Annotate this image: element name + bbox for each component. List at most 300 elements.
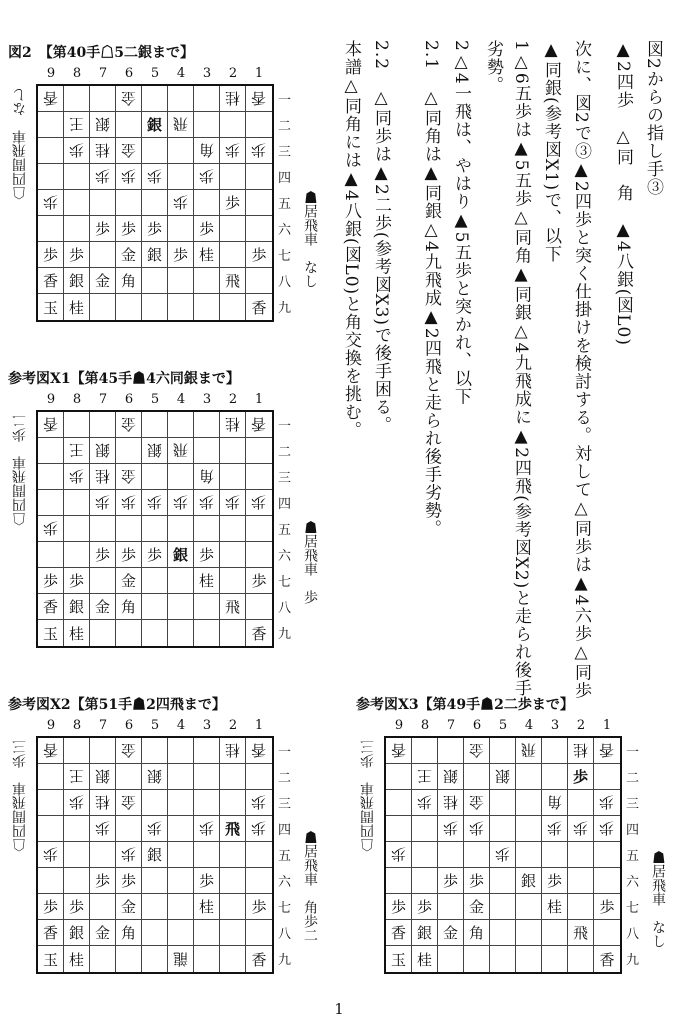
sente-piece: 歩 [42,572,58,590]
board-cell [194,868,220,894]
board-cell [38,190,64,216]
board-cell [438,842,464,868]
gote-piece: 歩 [468,819,484,837]
board-cell [490,946,516,972]
gote-piece: 飛 [172,441,188,459]
row-label: 九 [278,301,292,316]
sente-info [300,190,320,288]
board-cell [168,816,194,842]
board-cell [194,190,220,216]
board-cell [246,464,272,490]
board-cell [64,594,90,620]
board-cell [386,842,412,868]
board-cell [594,816,620,842]
gote-piece: 歩 [251,793,267,811]
board-cell [464,816,490,842]
board-cell [246,620,272,646]
board-cell [220,294,246,320]
gote-piece: 飛 [172,115,188,133]
board-cell [168,920,194,946]
sente-piece: 香 [599,950,615,969]
row-label: 一 [278,419,292,434]
gote-piece: 歩 [224,493,240,511]
sente-piece: 玉 [42,624,58,643]
sente-piece: 歩 [251,898,267,916]
board-cell [38,568,64,594]
sente-piece: 角 [468,924,484,942]
board-cell [90,164,116,190]
shogi-board [36,736,274,974]
board-cell [194,438,220,464]
gote-piece: 銀 [94,767,110,785]
sente-piece: 桂 [198,572,214,590]
gote-piece: 歩 [94,493,110,511]
gote-piece: 歩 [198,167,214,185]
board-cell [464,842,490,868]
row-label: 八 [278,601,292,616]
board-cell [168,294,194,320]
board-cell [594,868,620,894]
board-cell [116,842,142,868]
board-cell [438,816,464,842]
column-label: 3 [550,718,560,733]
board-cell [90,86,116,112]
board-cell [168,594,194,620]
gote-piece: 香 [42,741,58,759]
row-label: 一 [278,93,292,108]
board-cell [220,764,246,790]
row-label: 五 [626,849,640,864]
board-cell [38,138,64,164]
commentary-line: 本譜△同角には▲4八銀(図L0)と角交換を挑む。 [341,40,361,440]
board-cell [64,138,90,164]
board-cell [90,790,116,816]
row-label: 六 [278,875,292,890]
board-cell [90,764,116,790]
gote-info [358,740,378,852]
board-cell [246,920,272,946]
sente-piece: 銀 [146,846,162,864]
board-cell [194,568,220,594]
board-cell [38,294,64,320]
board-cell [246,138,272,164]
gote-hand: 歩三 [360,740,376,768]
board-cell [194,594,220,620]
board-cell [168,516,194,542]
sente-piece: 桂 [68,950,84,969]
sente-piece: 歩 [390,898,406,916]
board-cell [142,620,168,646]
row-label: 二 [626,771,640,786]
board-cell [594,842,620,868]
board-cell [246,164,272,190]
sente-hand: 歩 [302,590,318,604]
gote-piece: 香 [251,741,267,759]
board-cell [194,816,220,842]
row-label: 八 [278,927,292,942]
gote-piece: 龍 [172,949,188,968]
row-label: 四 [278,497,292,512]
board-cell [116,138,142,164]
gote-hand: 歩二 [12,414,28,442]
board-cell [246,842,272,868]
board-cell [490,894,516,920]
commentary-line: ▲同銀(参考図X1)で、以下 [541,40,561,264]
gote-piece: 歩 [68,141,84,159]
board-cell [594,946,620,972]
board-cell [90,816,116,842]
board-cell [116,490,142,516]
row-labels [278,740,291,974]
board-cell [64,242,90,268]
sente-piece: 香 [251,298,267,317]
column-label: 7 [98,392,108,407]
board-cell [64,868,90,894]
gote-piece: 歩 [94,819,110,837]
diagram-title: 参考図X1【第45手☗4六同銀まで】 [8,371,240,387]
board-cell [246,516,272,542]
board-cell [568,790,594,816]
gote-piece: 香 [599,741,615,759]
board-cell [194,112,220,138]
board-cell [194,842,220,868]
board-cell [194,790,220,816]
board-cell [386,946,412,972]
board-cell [142,412,168,438]
column-label: 9 [46,718,56,733]
row-label: 六 [626,875,640,890]
last-move-piece: 歩 [572,768,588,786]
board-cell [64,842,90,868]
gote-piece: 金 [468,793,484,811]
board-cell [490,842,516,868]
board-cell [142,842,168,868]
column-label: 2 [228,718,238,733]
board-cell [64,816,90,842]
board-cell [194,216,220,242]
board-cell [246,764,272,790]
sente-piece: 玉 [42,298,58,317]
gote-piece: 香 [390,741,406,759]
board-cell [64,412,90,438]
column-label: 3 [202,392,212,407]
sente-piece: 歩 [251,572,267,590]
board-cell [116,242,142,268]
sente-info [648,850,668,948]
gote-piece: 歩 [120,167,136,185]
gote-piece: 歩 [416,793,432,811]
column-labels [38,66,272,81]
gote-piece: 金 [120,793,136,811]
board-cell [38,920,64,946]
gote-piece: 歩 [68,793,84,811]
board-cell [246,490,272,516]
gote-piece: 歩 [198,819,214,837]
board-cell [542,946,568,972]
page-number: 1 [334,1000,344,1018]
board-cell [516,842,542,868]
board-cell [412,790,438,816]
board-cell [168,138,194,164]
sente-name: ☗居飛車 [302,520,318,576]
gote-piece: 歩 [494,845,510,863]
board-cell [220,790,246,816]
board-cell [64,738,90,764]
board-cell [142,894,168,920]
board-cell [246,894,272,920]
gote-piece: 歩 [572,819,588,837]
gote-name: ☖四間飛車 [12,782,28,852]
sente-piece: 玉 [390,950,406,969]
board-cell [464,920,490,946]
sente-piece: 香 [42,598,58,616]
sente-piece: 香 [42,272,58,290]
sente-piece: 金 [94,272,110,290]
gote-piece: 王 [416,767,432,785]
board-cell [90,842,116,868]
board-cell [386,920,412,946]
row-label: 七 [278,901,292,916]
column-label: 6 [124,718,134,733]
board-cell [568,868,594,894]
board-cell [38,242,64,268]
board-cell [516,946,542,972]
board-cell [64,490,90,516]
board-cell [438,894,464,920]
sente-piece: 歩 [68,572,84,590]
board-cell [542,764,568,790]
board-cell [542,868,568,894]
gote-piece: 歩 [251,141,267,159]
gote-piece: 香 [251,89,267,107]
board-cell [220,920,246,946]
column-label: 8 [420,718,430,733]
board-cell [412,842,438,868]
sente-piece: 歩 [94,220,110,238]
gote-piece: 香 [251,415,267,433]
gote-piece: 角 [198,467,214,485]
board-cell [386,868,412,894]
board-cell [516,790,542,816]
sente-piece: 桂 [198,246,214,264]
column-label: 5 [150,66,160,81]
gote-piece: 歩 [172,193,188,211]
board-cell [220,738,246,764]
board-cell [168,464,194,490]
board-cell [246,86,272,112]
gote-info [10,414,30,526]
board-cell [168,568,194,594]
sente-piece: 角 [120,924,136,942]
gote-piece: 歩 [390,845,406,863]
board-cell [464,868,490,894]
board-cell [412,738,438,764]
sente-piece: 歩 [120,546,136,564]
sente-piece: 歩 [42,898,58,916]
column-label: 6 [472,718,482,733]
board-cell [64,542,90,568]
gote-piece: 銀 [442,767,458,785]
gote-piece: 歩 [120,493,136,511]
shogi-board [384,736,622,974]
board-cell [246,242,272,268]
board-cell [194,542,220,568]
row-label: 二 [278,771,292,786]
board-cell [116,294,142,320]
board-cell [90,242,116,268]
board-cell [142,216,168,242]
board-cell [64,86,90,112]
board-cell [194,464,220,490]
last-move-piece: 銀 [146,116,162,134]
board-cell [116,86,142,112]
gote-piece: 歩 [68,467,84,485]
board-cell [38,738,64,764]
board-cell [38,464,64,490]
board-cell [464,894,490,920]
board-cell [142,542,168,568]
board-cell [142,164,168,190]
board-cell [246,868,272,894]
board-cell [90,620,116,646]
board-cell [90,190,116,216]
sente-piece: 歩 [146,220,162,238]
shogi-board [36,410,274,648]
board-cell [90,294,116,320]
board-cell [194,738,220,764]
board-cell [168,790,194,816]
board-cell [220,190,246,216]
board-cell [64,568,90,594]
column-label: 4 [176,392,186,407]
last-move-piece: 銀 [172,546,188,564]
commentary-line: 図2からの指し手③ [643,40,663,196]
sente-piece: 銀 [520,872,536,890]
board-cell [142,920,168,946]
sente-piece: 玉 [42,950,58,969]
column-label: 2 [228,392,238,407]
sente-piece: 金 [94,924,110,942]
board-cell [246,190,272,216]
board-cell [142,816,168,842]
board-cell [168,842,194,868]
board-cell [38,842,64,868]
gote-piece: 金 [120,741,136,759]
gote-piece: 歩 [172,493,188,511]
board-cell [142,568,168,594]
board-cell [220,868,246,894]
board-cell [90,138,116,164]
board-cell [220,112,246,138]
board-cell [116,568,142,594]
board-cell [90,868,116,894]
gote-piece: 銀 [94,441,110,459]
board-cell [64,464,90,490]
board-cell [220,268,246,294]
board-cell [116,738,142,764]
gote-piece: 歩 [120,845,136,863]
sente-piece: 歩 [42,246,58,264]
gote-piece: 金 [120,467,136,485]
board-cell [516,894,542,920]
board-cell [438,790,464,816]
column-label: 6 [124,392,134,407]
sente-piece: 角 [120,272,136,290]
board-cell [64,294,90,320]
sente-piece: 金 [468,898,484,916]
column-label: 3 [202,66,212,81]
board-cell [64,190,90,216]
board-cell [116,920,142,946]
column-label: 1 [254,718,264,733]
gote-piece: 桂 [94,141,110,159]
board-cell [168,542,194,568]
board-cell [38,112,64,138]
board-cell [220,464,246,490]
row-label: 八 [278,275,292,290]
sente-hand: 角歩二 [302,900,318,942]
board-cell [386,764,412,790]
board-cell [116,946,142,972]
board-cell [412,894,438,920]
sente-piece: 歩 [224,194,240,212]
board-cell [194,764,220,790]
sente-piece: 桂 [68,298,84,317]
sente-info [300,520,320,604]
gote-piece: 歩 [146,493,162,511]
gote-piece: 銀 [146,441,162,459]
commentary-line: 劣勢。 [483,40,503,94]
sente-piece: 金 [120,898,136,916]
sente-piece: 香 [42,924,58,942]
gote-piece: 歩 [42,193,58,211]
sente-hand: なし [650,920,666,948]
board-cell [90,594,116,620]
board-cell [116,816,142,842]
board-cell [116,112,142,138]
board-cell [464,764,490,790]
board-cell [38,216,64,242]
row-label: 五 [278,523,292,538]
row-label: 四 [626,823,640,838]
board-cell [38,868,64,894]
sente-piece: 歩 [442,872,458,890]
board-cell [516,816,542,842]
board-cell [568,946,594,972]
diagram-title: 参考図X2【第51手☗2四飛まで】 [8,697,226,713]
column-label: 7 [98,718,108,733]
sente-piece: 銀 [146,246,162,264]
board-cell [116,620,142,646]
board-cell [38,620,64,646]
gote-piece: 金 [468,741,484,759]
board-cell [116,542,142,568]
gote-piece: 歩 [546,819,562,837]
board-cell [116,438,142,464]
column-label: 4 [176,66,186,81]
board-cell [490,920,516,946]
board-cell [246,112,272,138]
board-cell [168,190,194,216]
board-cell [38,268,64,294]
board-cell [168,620,194,646]
board-cell [90,216,116,242]
sente-piece: 歩 [198,872,214,890]
board-cell [64,894,90,920]
sente-piece: 桂 [546,898,562,916]
board-cell [90,946,116,972]
board-cell [246,568,272,594]
